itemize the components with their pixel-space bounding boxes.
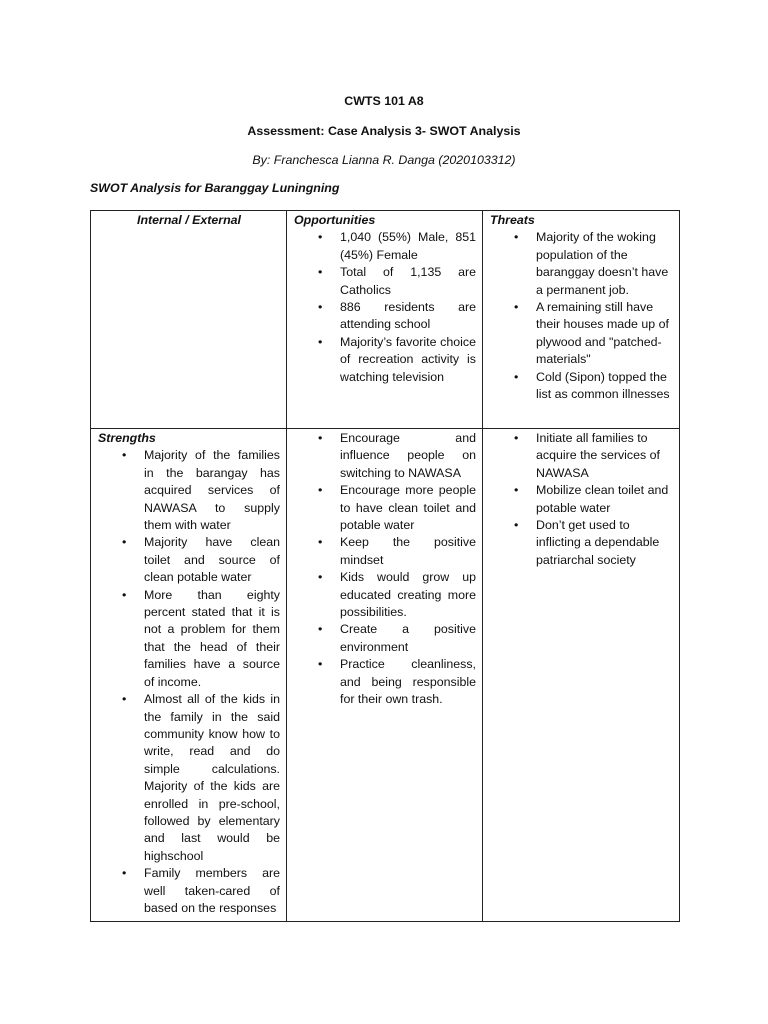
list-item: • Practice cleanliness, and being responsible for their own trash. — [340, 656, 476, 708]
list-item: • Keep the positive mindset — [340, 534, 476, 569]
list-item: • Kids would grow up educated creating more possibilities. — [340, 569, 476, 621]
strengths-cell — [91, 429, 287, 922]
list-item: • A remaining still have their houses made up of plywood and "patched-materials" — [536, 299, 673, 369]
corner-cell — [91, 211, 287, 429]
section-heading: SWOT Analysis for Baranggay Luningning — [90, 181, 340, 195]
document-title: Assessment: Case Analysis 3- SWOT Analysis — [247, 124, 521, 138]
so-strategies-cell — [287, 429, 483, 922]
list-item: • Create a positive environment — [340, 621, 476, 656]
st-strategies-cell — [483, 429, 680, 922]
st-strategies-list — [490, 430, 673, 569]
threats-cell — [483, 211, 680, 429]
strengths-label: Strengths — [98, 431, 156, 445]
list-item: • Family members are well taken-cared of based on the responses — [144, 865, 280, 917]
document-code: CWTS 101 A8 — [344, 94, 424, 108]
corner-label: Internal / External — [137, 213, 241, 227]
swot-strengths-row — [91, 429, 680, 922]
list-item: • Encourage more people to have clean toilet and potable water — [340, 482, 476, 534]
swot-header-row — [91, 211, 680, 429]
list-item: • Majority’s favorite choice of recreation activity is watching television — [340, 334, 476, 386]
list-item: • 1,040 (55%) Male, 851 (45%) Female — [340, 229, 476, 264]
list-item: • Mobilize clean toilet and potable water — [536, 482, 673, 517]
strengths-list — [98, 447, 280, 917]
list-item: • Almost all of the kids in the family in the said community know how to write, read and do simple calculations. Majority of the kids are enrolled in pre-school, followed by elementary and last would be highschool — [144, 691, 280, 865]
list-item: • Majority have clean toilet and source of clean potable water — [144, 534, 280, 586]
list-item: • Cold (Sipon) topped the list as common illnesses — [536, 369, 673, 404]
opportunities-cell — [287, 211, 483, 429]
opportunities-list — [294, 229, 476, 386]
so-strategies-list — [294, 430, 476, 709]
swot-table — [90, 210, 680, 922]
list-item: • Initiate all families to acquire the services of NAWASA — [536, 430, 673, 482]
document-author: By: Franchesca Lianna R. Danga (2020103312) — [252, 153, 516, 167]
threats-list — [490, 229, 673, 403]
list-item: • More than eighty percent stated that it is not a problem for them that the head of their families have a source of income. — [144, 587, 280, 691]
list-item: • Don’t get used to inflicting a dependable patriarchal society — [536, 517, 673, 569]
list-item: • 886 residents are attending school — [340, 299, 476, 334]
opportunities-label: Opportunities — [294, 213, 376, 227]
list-item: • Majority of the woking population of the baranggay doesn’t have a permanent job. — [536, 229, 673, 299]
list-item: • Total of 1,135 are Catholics — [340, 264, 476, 299]
list-item: • Encourage and influence people on switching to NAWASA — [340, 430, 476, 482]
list-item: • Majority of the families in the barangay has acquired services of NAWASA to supply them with water — [144, 447, 280, 534]
threats-label: Threats — [490, 213, 535, 227]
